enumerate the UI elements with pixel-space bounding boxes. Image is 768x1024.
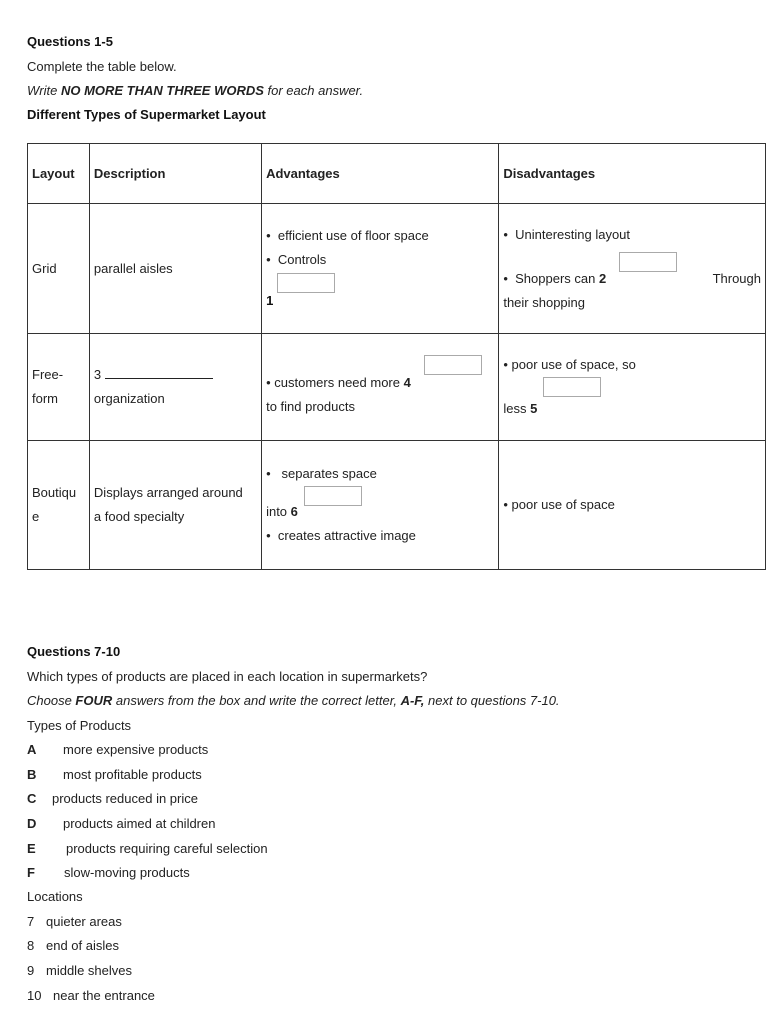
disadv-uninteresting: Uninteresting layout [515, 226, 631, 242]
question-number-3: 3 [93, 367, 102, 382]
option-letter: C [27, 791, 37, 806]
question-number-5: 5 [530, 401, 538, 416]
location-number: 8 [27, 938, 35, 953]
bullet: • [503, 226, 508, 242]
option-f [27, 864, 190, 882]
desc-food-specialty: a food specialty [93, 509, 185, 524]
table-row-grid [28, 204, 766, 334]
word-limit-instruction [27, 82, 363, 100]
option-text: products aimed at children [63, 816, 216, 831]
location-7 [27, 913, 122, 931]
choose-instruction [27, 692, 560, 710]
supermarket-layout-table [27, 143, 766, 570]
location-number: 7 [27, 914, 35, 929]
cell-description-boutique [89, 441, 261, 570]
bullet: • [266, 228, 271, 244]
questions-7-10-heading: Questions 7-10 [27, 644, 121, 659]
cell-disadvantages-boutique [499, 441, 766, 570]
cell-advantages-freeform [262, 334, 499, 441]
location-text: near the entrance [53, 988, 155, 1003]
header-description: Description [89, 144, 261, 204]
option-letter: E [27, 841, 36, 856]
question-number-4: 4 [403, 375, 411, 390]
cell-advantages-boutique [262, 441, 499, 570]
option-letter: D [27, 816, 37, 831]
location-text: middle shelves [46, 963, 132, 978]
write-prefix: Write [27, 83, 61, 98]
adv-customers-need: customers need more [274, 375, 404, 390]
cell-layout-boutique [28, 441, 90, 570]
header-layout: Layout [28, 144, 90, 204]
choose-letters: A-F, [400, 693, 425, 708]
bullet: • [266, 375, 271, 390]
adv-floor-space: efficient use of floor space [277, 228, 429, 244]
option-b [27, 766, 202, 784]
adv-controls: Controls [277, 252, 327, 268]
answer-blank-3[interactable] [105, 364, 213, 379]
option-letter: B [27, 767, 37, 782]
option-letter: F [27, 865, 35, 880]
bullet: • [503, 357, 508, 372]
cell-advantages-grid [262, 204, 499, 334]
layout-e: e [32, 509, 40, 524]
option-text: most profitable products [63, 767, 202, 782]
types-of-products-title: Types of Products [27, 718, 132, 733]
bullet: • [266, 252, 271, 268]
disadv-shoppers-can: Shoppers can [515, 270, 599, 286]
disadv-poor-use-space: poor use of space [511, 497, 615, 512]
table-title: Different Types of Supermarket Layout [27, 107, 266, 122]
cell-disadvantages-freeform [499, 334, 766, 441]
option-text: products requiring careful selection [66, 841, 268, 856]
location-10 [27, 987, 155, 1005]
location-9 [27, 962, 132, 980]
table-row-boutique [28, 441, 766, 570]
answer-input-2[interactable] [619, 252, 677, 272]
question-text: Which types of products are placed in each location in supermarkets? [27, 669, 428, 684]
option-c [27, 790, 198, 808]
choose-prefix: Choose [27, 693, 76, 708]
bullet: • [266, 528, 271, 543]
option-d [27, 815, 215, 833]
desc-displays: Displays arranged around [93, 485, 243, 500]
option-a [27, 741, 208, 759]
header-disadvantages: Disadvantages [499, 144, 766, 204]
location-8 [27, 937, 119, 955]
answer-input-5[interactable] [543, 377, 601, 397]
layout-form: form [32, 391, 58, 406]
answer-input-1[interactable] [277, 273, 335, 293]
cell-disadvantages-grid [499, 204, 766, 334]
bullet: • [503, 270, 508, 286]
questions-1-5-heading: Questions 1-5 [27, 34, 113, 49]
location-number: 10 [27, 988, 42, 1003]
adv-attractive-image: creates attractive image [277, 528, 416, 543]
adv-into: into [266, 504, 291, 519]
location-text: quieter areas [46, 914, 122, 929]
location-text: end of aisles [46, 938, 119, 953]
disadv-less: less [503, 401, 531, 416]
location-number: 9 [27, 963, 35, 978]
disadv-their-shopping: their shopping [503, 294, 585, 310]
cell-layout-freeform [28, 334, 90, 441]
write-suffix: for each answer. [263, 83, 364, 98]
question-number-6: 6 [290, 504, 298, 519]
layout-free: Free- [32, 367, 64, 382]
choose-count: FOUR [75, 693, 113, 708]
choose-suffix: next to questions 7-10. [424, 693, 560, 708]
question-number-2: 2 [598, 270, 607, 286]
bullet: • [503, 497, 508, 512]
option-text: slow-moving products [64, 865, 190, 880]
option-letter: A [27, 742, 37, 757]
cell-description-grid: parallel aisles [89, 204, 261, 334]
table-row-freeform [28, 334, 766, 441]
option-text: products reduced in price [52, 791, 198, 806]
locations-title: Locations [27, 889, 83, 904]
header-advantages: Advantages [262, 144, 499, 204]
choose-mid: answers from the box and write the correct letter, [112, 693, 401, 708]
adv-separates-space: separates space [281, 466, 377, 481]
cell-description-freeform [89, 334, 261, 441]
desc-organization: organization [93, 391, 165, 406]
bullet: • [266, 466, 271, 481]
option-text: more expensive products [63, 742, 209, 757]
adv-find-products: to find products [266, 399, 355, 414]
table-instruction: Complete the table below. [27, 59, 177, 74]
answer-input-4[interactable] [424, 355, 482, 375]
cell-layout-grid: Grid [28, 204, 90, 334]
word-limit: NO MORE THAN THREE WORDS [60, 83, 264, 98]
disadv-poor-use: poor use of space, so [511, 357, 636, 372]
answer-input-6[interactable] [304, 486, 362, 506]
disadv-through: Through [712, 270, 761, 286]
question-number-1: 1 [266, 292, 274, 308]
option-e [27, 840, 268, 858]
table-header-row [28, 144, 766, 204]
layout-boutiqu: Boutiqu [32, 485, 77, 500]
